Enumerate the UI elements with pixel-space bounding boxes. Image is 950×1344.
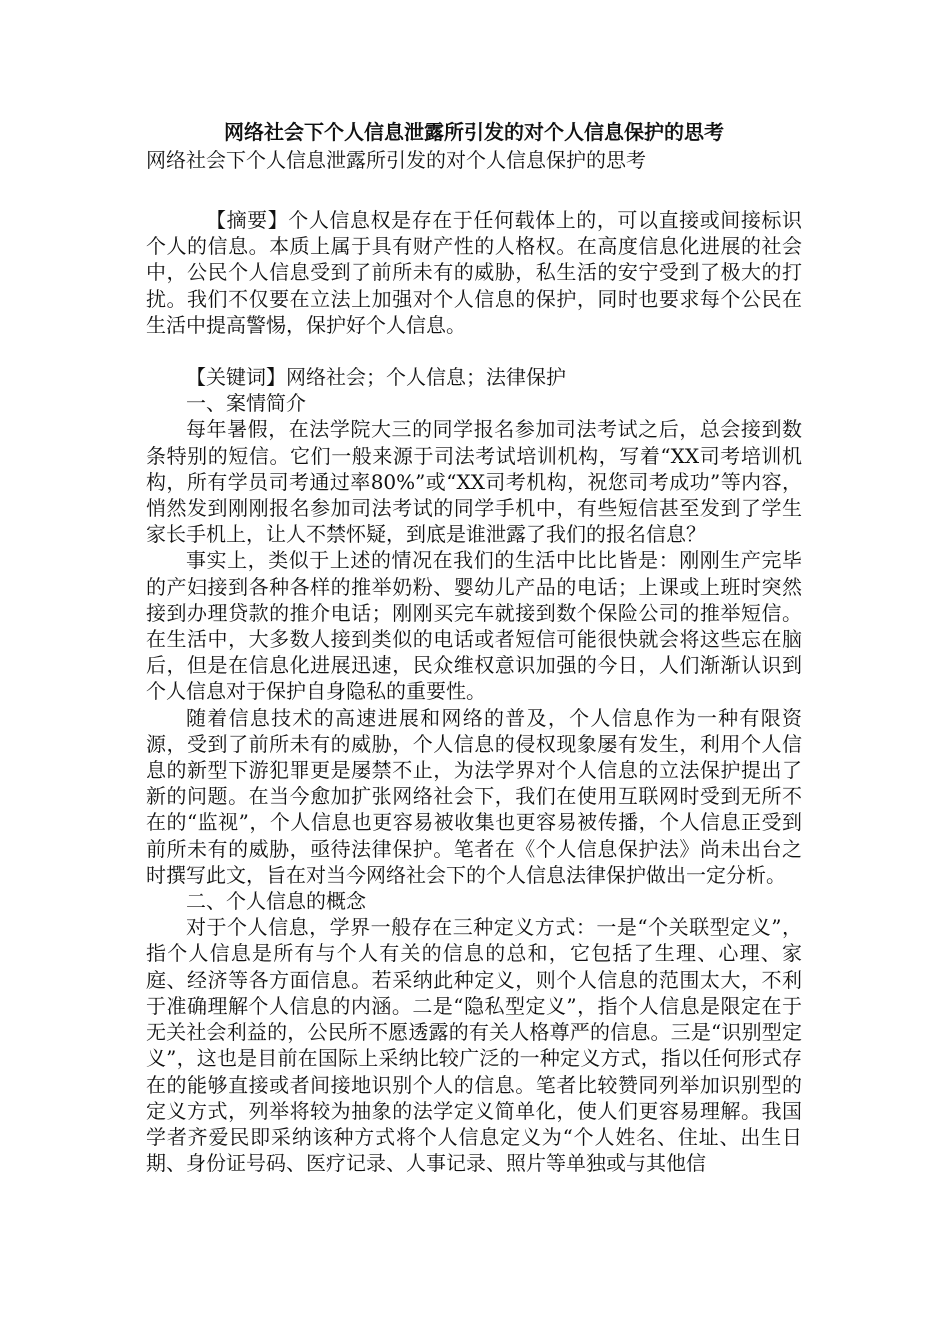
body-paragraph: 随着信息技术的高速进展和网络的普及，个人信息作为一种有限资源，受到了前所未有的威胁，个人信息的侵权现象屡有发生，利用个人信息的新型下游犯罪更是屡禁不止，为法学界对个人信息的立法保护提出了新的问题。在当今愈加扩张网络社会下，我们在使用互联网时受到无所不在的“监视”，个人信息也更容易被收集也更容易被传播，个人信息正受到前所未有的威胁，亟待法律保护。笔者在《个人信息保护法》尚未出台之时撰写此文，旨在对当今网络社会下的个人信息法律保护做出一定分析。 <box>146 705 802 887</box>
document-subtitle: 网络社会下个人信息泄露所引发的对个人信息保护的思考 <box>146 148 646 172</box>
body-paragraph: 对于个人信息，学界一般存在三种定义方式：一是“个关联型定义”，指个人信息是所有与个人有关的信息的总和，它包括了生理、心理、家庭、经济等各方面信息。若采纳此种定义，则个人信息的范围太大，不利于准确理解个人信息的内涵。二是“隐私型定义”，指个人信息是限定在于无关社会利益的，公民所不愿透露的有关人格尊严的信息。三是“识别型定义”，这也是目前在国际上采纳比较广泛的一种定义方式，指以任何形式存在的能够直接或者间接地识别个人的信息。笔者比较赞同列举加识别型的定义方式，列举将较为抽象的法学定义简单化，使人们更容易理解。我国学者齐爱民即采纳该种方式将个人信息定义为“个人姓名、住址、出生日期、身份证号码、医疗记录、人事记录、照片等单独或与其他信 <box>146 915 802 1176</box>
abstract-paragraph: 【摘要】个人信息权是存在于任何载体上的，可以直接或间接标识个人的信息。本质上属于具有财产性的人格权。在高度信息化进展的社会中，公民个人信息受到了前所未有的威胁，私生活的安宁受到了极大的打扰。我们不仅要在立法上加强对个人信息的保护，同时也要求每个公民在生活中提高警惕，保护好个人信息。 <box>146 208 802 337</box>
document-page <box>146 118 802 1176</box>
keywords-line: 【关键词】网络社会；个人信息；法律保护 <box>186 365 566 390</box>
spacer <box>146 338 802 364</box>
body-paragraph: 每年暑假，在法学院大三的同学报名参加司法考试之后，总会接到数条特别的短信。它们一般来源于司法考试培训机构，写着“XX司考培训机构，所有学员司考通过率80%”或“XX司考机构，祝您司考成功”等内容，悄然发到刚刚报名参加司法考试的同学手机中，有些短信甚至发到了学生家长手机上，让人不禁怀疑，到底是谁泄露了我们的报名信息？ <box>146 417 802 547</box>
section-heading-concept: 二、个人信息的概念 <box>186 889 366 914</box>
section-heading-case-summary: 一、案情简介 <box>186 391 306 416</box>
spacer <box>146 174 802 207</box>
document-title: 网络社会下个人信息泄露所引发的对个人信息保护的思考 <box>224 120 724 144</box>
body-paragraph: 事实上，类似于上述的情况在我们的生活中比比皆是：刚刚生产完毕的产妇接到各种各样的推举奶粉、婴幼儿产品的电话；上课或上班时突然接到办理贷款的推介电话；刚刚买完车就接到数个保险公司的推举短信。在生活中，大多数人接到类似的电话或者短信可能很快就会将这些忘在脑后，但是在信息化进展迅速，民众维权意识加强的今日，人们渐渐认识到个人信息对于保护自身隐私的重要性。 <box>146 548 802 704</box>
